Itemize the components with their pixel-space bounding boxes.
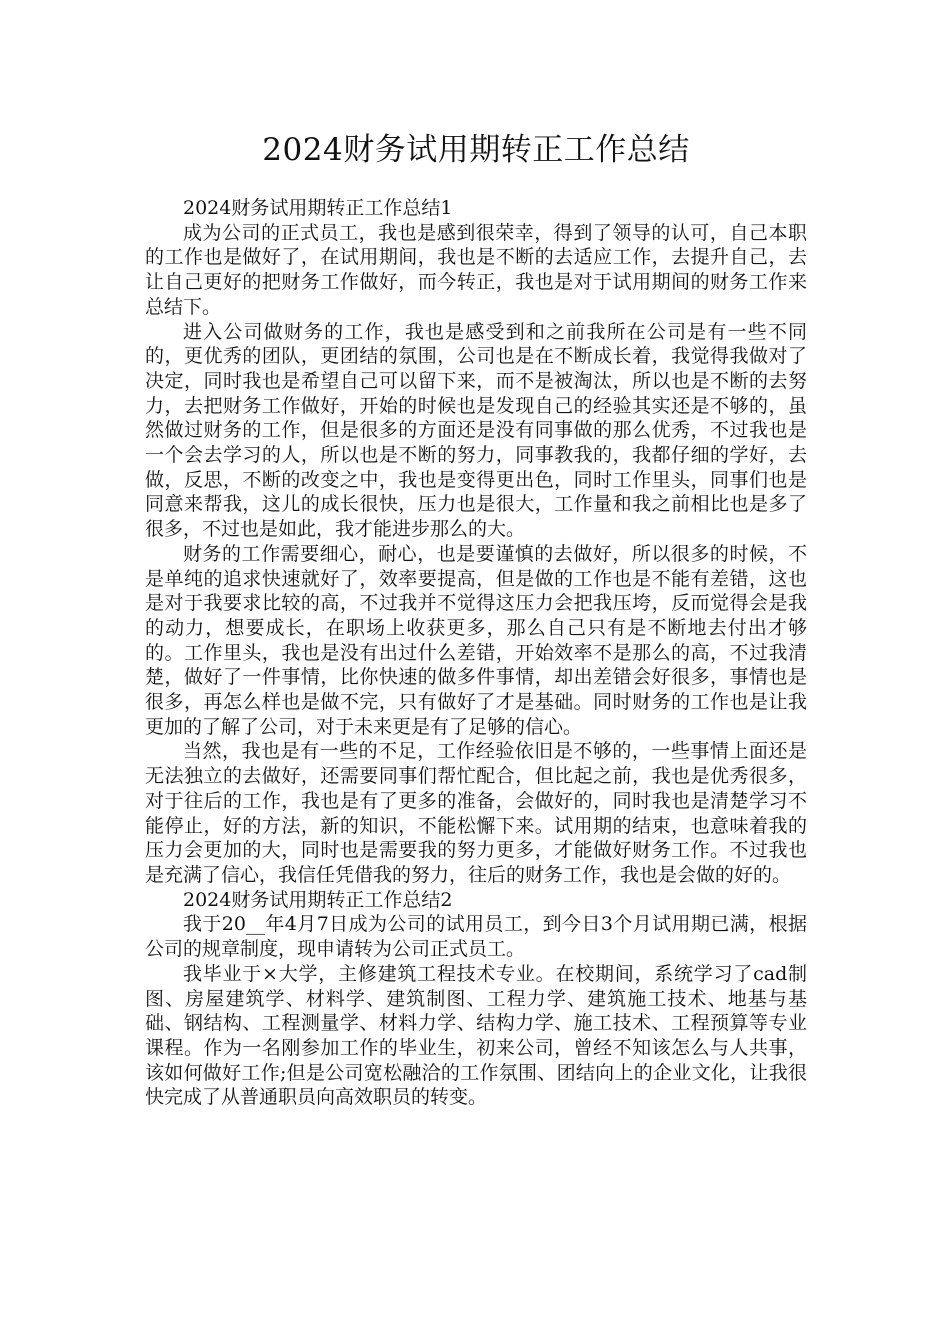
paragraph: 我于20__年4月7日成为公司的试用员工，到今日3个月试用期已满，根据公司的规章制度，现申请转为公司正式员工。 <box>145 913 807 961</box>
paragraph: 财务的工作需要细心，耐心，也是要谨慎的去做好，所以很多的时候，不是单纯的追求快速就好了，效率要提高，但是做的工作也是不能有差错，这也是对于我要求比较的高，不过我并不觉得这压力会把我压垮，反而觉得会是我的动力，想要成长，在职场上收获更多，那么自己只有是不断地去付出才够的。工作里头，我也是没有出过什么差错，开始效率不是那么的高，不过我清楚，做好了一件事情，比你快速的做多件事情，却出差错会好很多，事情也是很多，再怎么样也是做不完，只有做好了才是基础。同时财务的工作也是让我更加的了解了公司，对于未来更是有了足够的信心。 <box>145 542 807 738</box>
paragraph: 我毕业于×大学，主修建筑工程技术专业。在校期间，系统学习了cad制图、房屋建筑学、材料学、建筑制图、工程力学、建筑施工技术、地基与基础、钢结构、工程测量学、材料力学、结构力学、施工技术、工程预算等专业课程。作为一名刚参加工作的毕业生，初来公司，曾经不知该怎么与人共事，该如何做好工作;但是公司宽松融洽的工作氛围、团结向上的企业文化，让我很快完成了从普通职员向高效职员的转变。 <box>145 962 807 1109</box>
document-body <box>145 196 807 1110</box>
page-title: 2024财务试用期转正工作总结 <box>262 132 690 168</box>
paragraph: 进入公司做财务的工作，我也是感受到和之前我所在公司是有一些不同的，更优秀的团队，更团结的氛围，公司也是在不断成长着，我觉得我做对了决定，同时我也是希望自己可以留下来，而不是被淘汰，所以也是不断的去努力，去把财务工作做好，开始的时候也是发现自己的经验其实还是不够的，虽然做过财务的工作，但是很多的方面还是没有同事做的那么优秀，不过我也是一个会去学习的人，所以也是不断的努力，同事教我的，我都仔细的学好，去做，反思，不断的改变之中，我也是变得更出色，同时工作里头，同事们也是同意来帮我，这儿的成长很快，压力也是很大，工作量和我之前相比也是多了很多，不过也是如此，我才能进步那么的大。 <box>145 320 807 541</box>
paragraph: 当然，我也是有一些的不足，工作经验依旧是不够的，一些事情上面还是无法独立的去做好，还需要同事们帮忙配合，但比起之前，我也是优秀很多，对于往后的工作，我也是有了更多的准备，会做好的，同时我也是清楚学习不能停止，好的方法，新的知识，不能松懈下来。试用期的结束，也意味着我的压力会更加的大，同时也是需要我的努力更多，才能做好财务工作。不过我也是充满了信心，我信任凭借我的努力，往后的财务工作，我也是会做的好的。 <box>145 740 807 886</box>
document-page <box>145 0 807 1110</box>
section-heading-2: 2024财务试用期转正工作总结2 <box>183 888 453 911</box>
section-heading-1: 2024财务试用期转正工作总结1 <box>183 197 453 219</box>
paragraph: 成为公司的正式员工，我也是感到很荣幸，得到了领导的认可，自己本职的工作也是做好了，在试用期间，我也是不断的去适应工作，去提升自己，去让自己更好的把财务工作做好，而今转正，我也是对于试用期间的财务工作来总结下。 <box>145 221 807 318</box>
